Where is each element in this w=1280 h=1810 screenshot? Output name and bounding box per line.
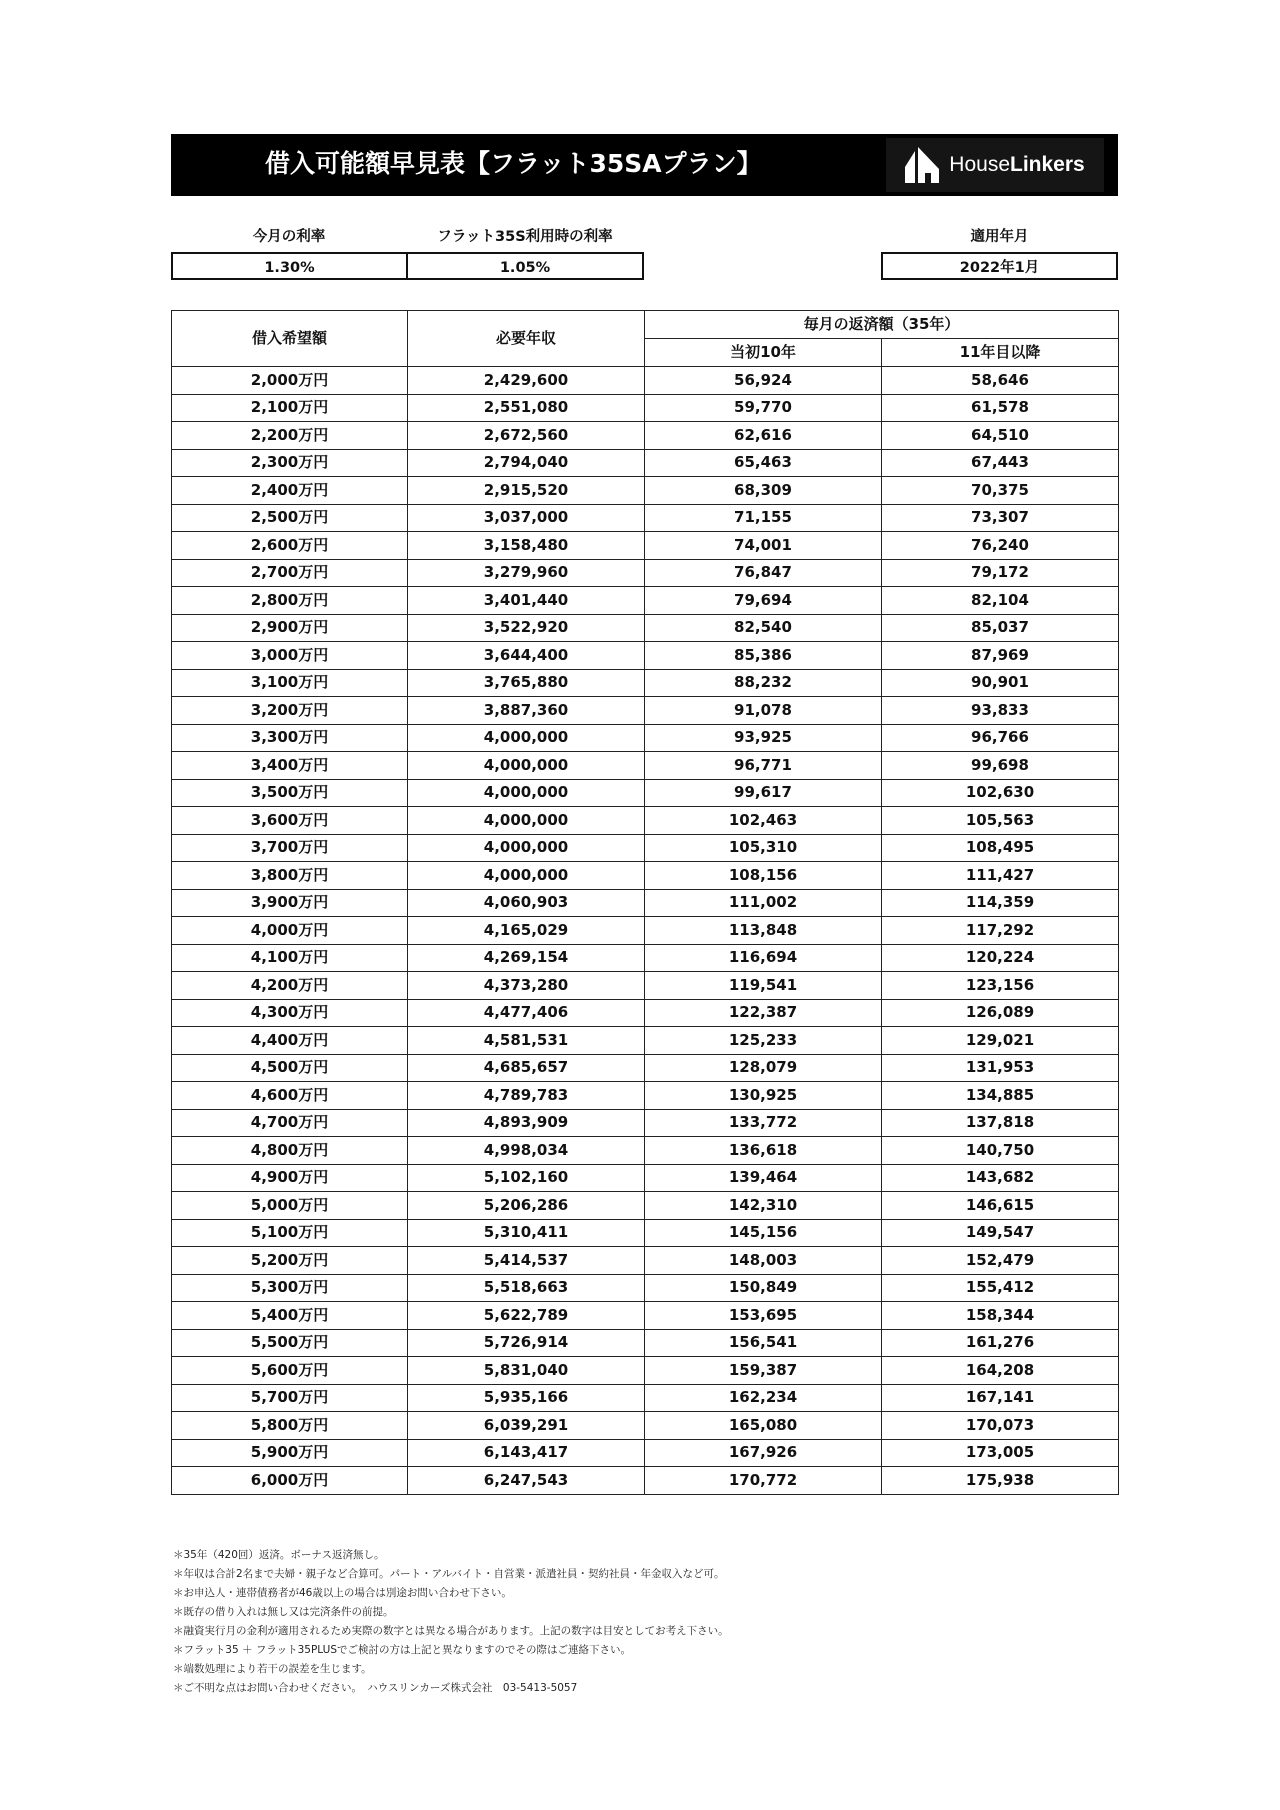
table-row: [172, 1219, 1119, 1247]
cell-required-income: 5,518,663: [408, 1274, 645, 1302]
cell-loan-amount: 3,800万円: [172, 862, 408, 890]
cell-after-11-years: 158,344: [882, 1302, 1119, 1330]
cell-loan-amount: 4,900万円: [172, 1164, 408, 1192]
cell-required-income: 2,551,080: [408, 394, 645, 422]
cell-first-10-years: 79,694: [645, 587, 882, 615]
cell-loan-amount: 4,800万円: [172, 1137, 408, 1165]
cell-first-10-years: 105,310: [645, 834, 882, 862]
cell-after-11-years: 137,818: [882, 1109, 1119, 1137]
cell-after-11-years: 108,495: [882, 834, 1119, 862]
houselinkers-logo: [886, 138, 1104, 192]
cell-required-income: 5,310,411: [408, 1219, 645, 1247]
cell-required-income: 4,373,280: [408, 972, 645, 1000]
cell-after-11-years: 149,547: [882, 1219, 1119, 1247]
cell-required-income: 3,644,400: [408, 642, 645, 670]
cell-first-10-years: 65,463: [645, 449, 882, 477]
cell-required-income: 3,037,000: [408, 504, 645, 532]
cell-after-11-years: 170,073: [882, 1412, 1119, 1440]
table-row: [172, 477, 1119, 505]
cell-loan-amount: 5,200万円: [172, 1247, 408, 1275]
note-line: ＊既存の借り入れは無し又は完済条件の前提。: [173, 1606, 394, 1618]
table-row: [172, 1109, 1119, 1137]
table-row: [172, 1274, 1119, 1302]
table-row: [172, 449, 1119, 477]
applied-month-value: 2022年1月: [881, 252, 1118, 280]
cell-required-income: 6,039,291: [408, 1412, 645, 1440]
table-row: [172, 1357, 1119, 1385]
header-after-11-years: 11年目以降: [882, 339, 1119, 367]
table-row: [172, 1082, 1119, 1110]
cell-required-income: 5,831,040: [408, 1357, 645, 1385]
logo-wordmark: HouseLinkers: [949, 153, 1085, 176]
cell-after-11-years: 85,037: [882, 614, 1119, 642]
cell-loan-amount: 2,200万円: [172, 422, 408, 450]
cell-after-11-years: 146,615: [882, 1192, 1119, 1220]
note-line: ＊年収は合計2名まで夫婦・親子など合算可。パート・アルバイト・自営業・派遣社員・契約社員・年金収入など可。: [173, 1568, 725, 1580]
cell-required-income: 2,429,600: [408, 367, 645, 395]
table-row: [172, 1247, 1119, 1275]
cell-after-11-years: 134,885: [882, 1082, 1119, 1110]
cell-required-income: 4,581,531: [408, 1027, 645, 1055]
table-row: [172, 1164, 1119, 1192]
cell-after-11-years: 117,292: [882, 917, 1119, 945]
cell-after-11-years: 131,953: [882, 1054, 1119, 1082]
header-monthly-payment: 毎月の返済額（35年）: [645, 311, 1119, 339]
cell-first-10-years: 91,078: [645, 697, 882, 725]
cell-after-11-years: 114,359: [882, 889, 1119, 917]
cell-loan-amount: 5,300万円: [172, 1274, 408, 1302]
cell-required-income: 4,789,783: [408, 1082, 645, 1110]
cell-required-income: 3,401,440: [408, 587, 645, 615]
cell-first-10-years: 113,848: [645, 917, 882, 945]
cell-first-10-years: 136,618: [645, 1137, 882, 1165]
cell-required-income: 6,247,543: [408, 1467, 645, 1495]
cell-first-10-years: 56,924: [645, 367, 882, 395]
cell-loan-amount: 4,700万円: [172, 1109, 408, 1137]
cell-first-10-years: 170,772: [645, 1467, 882, 1495]
cell-required-income: 2,672,560: [408, 422, 645, 450]
table-row: [172, 999, 1119, 1027]
table-row: [172, 532, 1119, 560]
cell-first-10-years: 150,849: [645, 1274, 882, 1302]
cell-required-income: 4,998,034: [408, 1137, 645, 1165]
cell-after-11-years: 87,969: [882, 642, 1119, 670]
cell-loan-amount: 4,300万円: [172, 999, 408, 1027]
cell-loan-amount: 3,900万円: [172, 889, 408, 917]
cell-loan-amount: 2,400万円: [172, 477, 408, 505]
cell-loan-amount: 2,500万円: [172, 504, 408, 532]
cell-required-income: 4,000,000: [408, 724, 645, 752]
cell-loan-amount: 4,200万円: [172, 972, 408, 1000]
cell-first-10-years: 76,847: [645, 559, 882, 587]
cell-after-11-years: 161,276: [882, 1329, 1119, 1357]
cell-loan-amount: 2,600万円: [172, 532, 408, 560]
cell-first-10-years: 167,926: [645, 1439, 882, 1467]
cell-loan-amount: 2,800万円: [172, 587, 408, 615]
note-line: ＊融資実行月の金利が適用されるため実際の数字とは異なる場合があります。上記の数字は目安としてお考え下さい。: [173, 1625, 729, 1637]
table-row: [172, 1054, 1119, 1082]
cell-loan-amount: 3,200万円: [172, 697, 408, 725]
cell-first-10-years: 88,232: [645, 669, 882, 697]
table-row: [172, 394, 1119, 422]
table-row: [172, 697, 1119, 725]
cell-loan-amount: 2,000万円: [172, 367, 408, 395]
note-line: ＊ご不明な点はお問い合わせください。 ハウスリンカーズ株式会社 03-5413-5057: [173, 1682, 578, 1694]
table-row: [172, 889, 1119, 917]
cell-first-10-years: 125,233: [645, 1027, 882, 1055]
cell-first-10-years: 142,310: [645, 1192, 882, 1220]
table-row: [172, 917, 1119, 945]
cell-after-11-years: 167,141: [882, 1384, 1119, 1412]
cell-loan-amount: 3,600万円: [172, 807, 408, 835]
cell-after-11-years: 99,698: [882, 752, 1119, 780]
cell-first-10-years: 62,616: [645, 422, 882, 450]
cell-loan-amount: 3,300万円: [172, 724, 408, 752]
table-row: [172, 1137, 1119, 1165]
table-row: [172, 944, 1119, 972]
cell-loan-amount: 3,700万円: [172, 834, 408, 862]
cell-after-11-years: 129,021: [882, 1027, 1119, 1055]
table-row: [172, 807, 1119, 835]
cell-first-10-years: 122,387: [645, 999, 882, 1027]
table-row: [172, 1439, 1119, 1467]
cell-loan-amount: 2,100万円: [172, 394, 408, 422]
cell-loan-amount: 4,400万円: [172, 1027, 408, 1055]
cell-required-income: 4,000,000: [408, 779, 645, 807]
cell-after-11-years: 96,766: [882, 724, 1119, 752]
flat35s-rate-value: 1.05%: [406, 252, 644, 280]
table-row: [172, 669, 1119, 697]
cell-after-11-years: 123,156: [882, 972, 1119, 1000]
note-line: ＊フラット35 ＋ フラット35PLUSでご検討の方は上記と異なりますのでその際はご連絡下さい。: [173, 1644, 631, 1656]
table-row: [172, 752, 1119, 780]
cell-after-11-years: 120,224: [882, 944, 1119, 972]
cell-required-income: 5,726,914: [408, 1329, 645, 1357]
cell-after-11-years: 58,646: [882, 367, 1119, 395]
table-row: [172, 587, 1119, 615]
cell-loan-amount: 3,000万円: [172, 642, 408, 670]
cell-after-11-years: 111,427: [882, 862, 1119, 890]
cell-first-10-years: 74,001: [645, 532, 882, 560]
cell-required-income: 4,000,000: [408, 752, 645, 780]
cell-after-11-years: 64,510: [882, 422, 1119, 450]
table-row: [172, 642, 1119, 670]
cell-after-11-years: 70,375: [882, 477, 1119, 505]
cell-required-income: 4,685,657: [408, 1054, 645, 1082]
cell-after-11-years: 102,630: [882, 779, 1119, 807]
cell-first-10-years: 165,080: [645, 1412, 882, 1440]
cell-loan-amount: 5,100万円: [172, 1219, 408, 1247]
cell-required-income: 3,522,920: [408, 614, 645, 642]
table-row: [172, 1384, 1119, 1412]
flat35s-rate-label: フラット35S利用時の利率: [437, 229, 613, 245]
house-logo-icon: [905, 147, 939, 183]
cell-loan-amount: 5,500万円: [172, 1329, 408, 1357]
cell-loan-amount: 4,000万円: [172, 917, 408, 945]
cell-loan-amount: 6,000万円: [172, 1467, 408, 1495]
cell-loan-amount: 2,700万円: [172, 559, 408, 587]
cell-required-income: 4,893,909: [408, 1109, 645, 1137]
cell-after-11-years: 79,172: [882, 559, 1119, 587]
table-row: [172, 614, 1119, 642]
note-line: ＊端数処理により若干の誤差を生じます。: [173, 1663, 372, 1675]
table-row: [172, 422, 1119, 450]
cell-after-11-years: 175,938: [882, 1467, 1119, 1495]
table-row: [172, 1027, 1119, 1055]
cell-after-11-years: 76,240: [882, 532, 1119, 560]
cell-loan-amount: 5,800万円: [172, 1412, 408, 1440]
borrowing-table: [171, 310, 1119, 1495]
cell-loan-amount: 3,400万円: [172, 752, 408, 780]
cell-first-10-years: 108,156: [645, 862, 882, 890]
cell-after-11-years: 126,089: [882, 999, 1119, 1027]
header-required-income: 必要年収: [408, 311, 645, 367]
table-row: [172, 1302, 1119, 1330]
cell-required-income: 3,158,480: [408, 532, 645, 560]
cell-first-10-years: 153,695: [645, 1302, 882, 1330]
table-row: [172, 779, 1119, 807]
cell-required-income: 5,102,160: [408, 1164, 645, 1192]
table-body: [172, 367, 1119, 1495]
cell-loan-amount: 5,400万円: [172, 1302, 408, 1330]
cell-after-11-years: 73,307: [882, 504, 1119, 532]
cell-loan-amount: 5,700万円: [172, 1384, 408, 1412]
cell-required-income: 4,477,406: [408, 999, 645, 1027]
table-row: [172, 724, 1119, 752]
table-row: [172, 1329, 1119, 1357]
cell-required-income: 4,000,000: [408, 807, 645, 835]
page-title: 借入可能額早見表【フラット35SAプラン】: [265, 149, 762, 178]
cell-after-11-years: 140,750: [882, 1137, 1119, 1165]
cell-loan-amount: 2,900万円: [172, 614, 408, 642]
cell-first-10-years: 148,003: [645, 1247, 882, 1275]
cell-first-10-years: 96,771: [645, 752, 882, 780]
cell-required-income: 4,165,029: [408, 917, 645, 945]
cell-required-income: 3,279,960: [408, 559, 645, 587]
cell-required-income: 4,000,000: [408, 862, 645, 890]
table-row: [172, 1412, 1119, 1440]
cell-required-income: 4,000,000: [408, 834, 645, 862]
table-row: [172, 1467, 1119, 1495]
cell-loan-amount: 4,600万円: [172, 1082, 408, 1110]
cell-loan-amount: 3,500万円: [172, 779, 408, 807]
cell-first-10-years: 133,772: [645, 1109, 882, 1137]
cell-after-11-years: 82,104: [882, 587, 1119, 615]
cell-loan-amount: 4,500万円: [172, 1054, 408, 1082]
cell-after-11-years: 90,901: [882, 669, 1119, 697]
table-row: [172, 972, 1119, 1000]
table-row: [172, 559, 1119, 587]
cell-first-10-years: 139,464: [645, 1164, 882, 1192]
cell-first-10-years: 93,925: [645, 724, 882, 752]
cell-required-income: 4,060,903: [408, 889, 645, 917]
table-row: [172, 367, 1119, 395]
header-loan-amount: 借入希望額: [172, 311, 408, 367]
cell-after-11-years: 164,208: [882, 1357, 1119, 1385]
cell-required-income: 5,414,537: [408, 1247, 645, 1275]
cell-after-11-years: 61,578: [882, 394, 1119, 422]
cell-first-10-years: 130,925: [645, 1082, 882, 1110]
cell-after-11-years: 152,479: [882, 1247, 1119, 1275]
cell-required-income: 5,622,789: [408, 1302, 645, 1330]
cell-first-10-years: 82,540: [645, 614, 882, 642]
cell-first-10-years: 68,309: [645, 477, 882, 505]
cell-first-10-years: 159,387: [645, 1357, 882, 1385]
cell-first-10-years: 71,155: [645, 504, 882, 532]
cell-first-10-years: 145,156: [645, 1219, 882, 1247]
cell-after-11-years: 105,563: [882, 807, 1119, 835]
cell-first-10-years: 156,541: [645, 1329, 882, 1357]
cell-required-income: 6,143,417: [408, 1439, 645, 1467]
footnotes: [173, 1546, 1113, 1698]
cell-required-income: 2,794,040: [408, 449, 645, 477]
cell-after-11-years: 67,443: [882, 449, 1119, 477]
cell-loan-amount: 2,300万円: [172, 449, 408, 477]
cell-required-income: 3,765,880: [408, 669, 645, 697]
header-first-10-years: 当初10年: [645, 339, 882, 367]
cell-loan-amount: 3,100万円: [172, 669, 408, 697]
cell-after-11-years: 173,005: [882, 1439, 1119, 1467]
cell-loan-amount: 5,000万円: [172, 1192, 408, 1220]
cell-after-11-years: 155,412: [882, 1274, 1119, 1302]
note-line: ＊お申込人・連帯債務者が46歳以上の場合は別途お問い合わせ下さい。: [173, 1587, 512, 1599]
current-rate-label: 今月の利率: [252, 229, 326, 245]
cell-first-10-years: 111,002: [645, 889, 882, 917]
cell-after-11-years: 143,682: [882, 1164, 1119, 1192]
table-row: [172, 504, 1119, 532]
cell-required-income: 5,206,286: [408, 1192, 645, 1220]
cell-loan-amount: 5,600万円: [172, 1357, 408, 1385]
cell-first-10-years: 128,079: [645, 1054, 882, 1082]
cell-required-income: 4,269,154: [408, 944, 645, 972]
table-row: [172, 1192, 1119, 1220]
current-rate-value: 1.30%: [171, 252, 408, 280]
cell-required-income: 3,887,360: [408, 697, 645, 725]
cell-first-10-years: 116,694: [645, 944, 882, 972]
cell-required-income: 2,915,520: [408, 477, 645, 505]
table-row: [172, 834, 1119, 862]
applied-month-label: 適用年月: [970, 229, 1029, 245]
cell-loan-amount: 4,100万円: [172, 944, 408, 972]
note-line: ＊35年（420回）返済。ボーナス返済無し。: [173, 1549, 385, 1561]
title-bar: [171, 134, 1118, 196]
cell-first-10-years: 85,386: [645, 642, 882, 670]
cell-required-income: 5,935,166: [408, 1384, 645, 1412]
cell-after-11-years: 93,833: [882, 697, 1119, 725]
cell-first-10-years: 99,617: [645, 779, 882, 807]
cell-first-10-years: 59,770: [645, 394, 882, 422]
cell-first-10-years: 102,463: [645, 807, 882, 835]
cell-first-10-years: 162,234: [645, 1384, 882, 1412]
table-row: [172, 862, 1119, 890]
cell-first-10-years: 119,541: [645, 972, 882, 1000]
cell-loan-amount: 5,900万円: [172, 1439, 408, 1467]
